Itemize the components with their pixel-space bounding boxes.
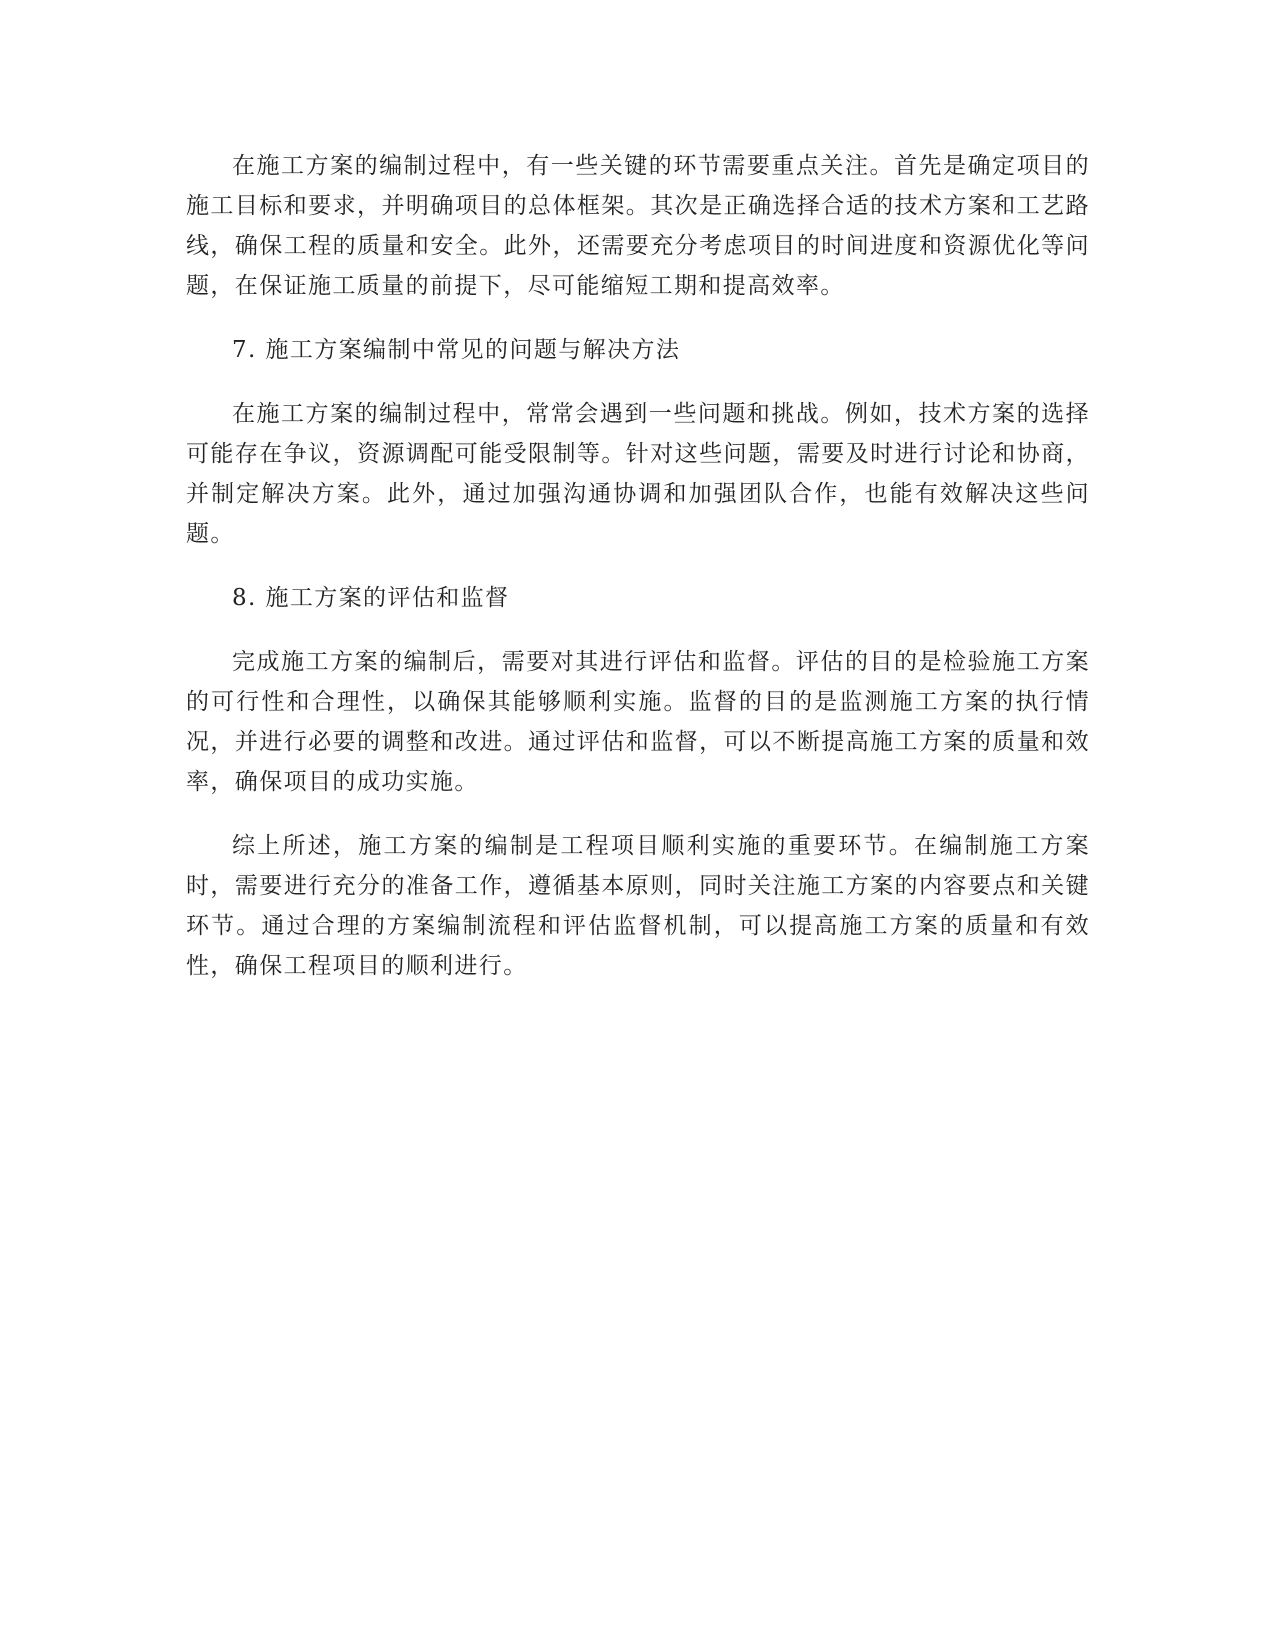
section-heading-8: 8. 施工方案的评估和监督	[232, 585, 510, 611]
section-heading-7: 7. 施工方案编制中常见的问题与解决方法	[232, 337, 681, 363]
document-body	[186, 146, 1090, 1010]
paragraph-common-problems: 在施工方案的编制过程中，常常会遇到一些问题和挑战。例如，技术方案的选择可能存在争议，资源调配可能受限制等。针对这些问题，需要及时进行讨论和协商，并制定解决方案。此外，通过加强沟通协调和加强团队合作，也能有效解决这些问题。	[186, 401, 1090, 547]
paragraph-key-steps: 在施工方案的编制过程中，有一些关键的环节需要重点关注。首先是确定项目的施工目标和要求，并明确项目的总体框架。其次是正确选择合适的技术方案和工艺路线，确保工程的质量和安全。此外，还需要充分考虑项目的时间进度和资源优化等问题，在保证施工质量的前提下，尽可能缩短工期和提高效率。	[186, 153, 1090, 299]
paragraph-evaluation: 完成施工方案的编制后，需要对其进行评估和监督。评估的目的是检验施工方案的可行性和合理性，以确保其能够顺利实施。监督的目的是监测施工方案的执行情况，并进行必要的调整和改进。通过评估和监督，可以不断提高施工方案的质量和效率，确保项目的成功实施。	[186, 649, 1090, 795]
paragraph-conclusion: 综上所述，施工方案的编制是工程项目顺利实施的重要环节。在编制施工方案时，需要进行充分的准备工作，遵循基本原则，同时关注施工方案的内容要点和关键环节。通过合理的方案编制流程和评估监督机制，可以提高施工方案的质量和有效性，确保工程项目的顺利进行。	[186, 833, 1090, 979]
